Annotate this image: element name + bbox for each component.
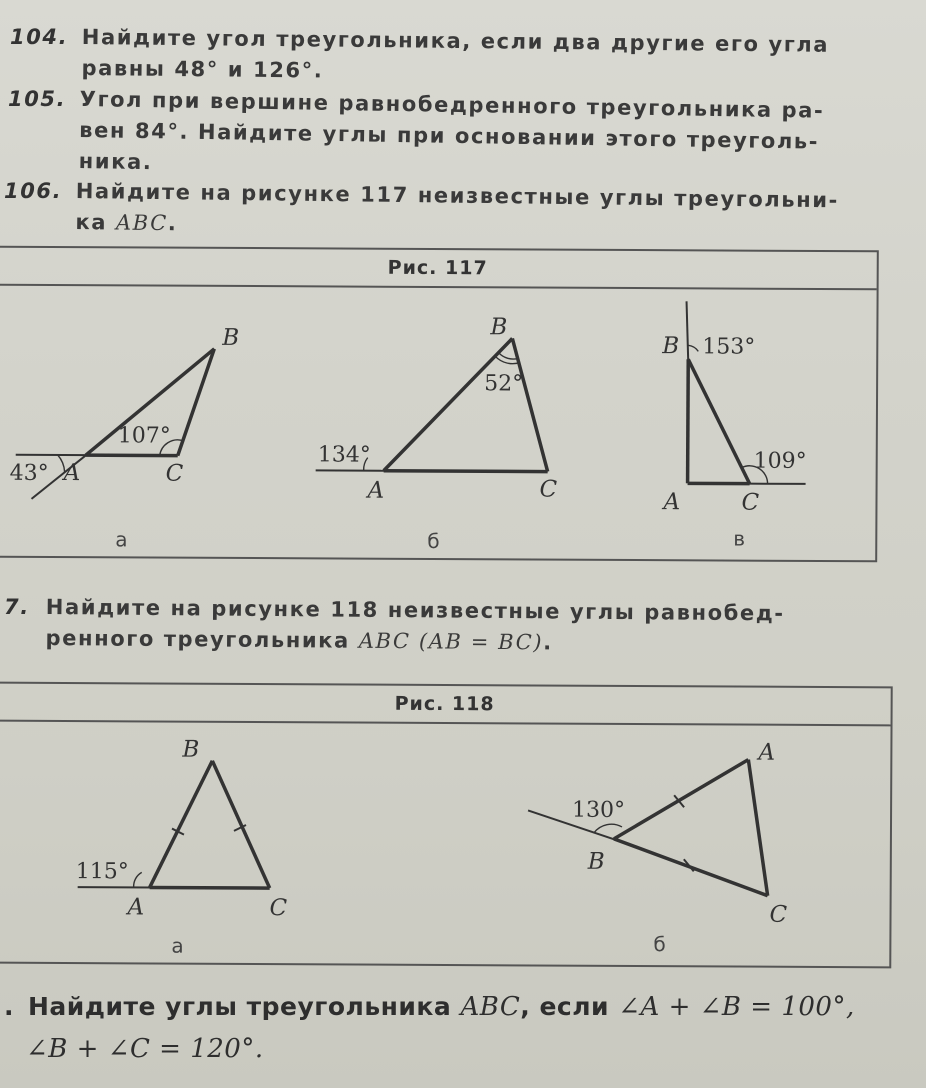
problem-108-line1: . Найдите углы треугольника ABC, если ∠A + ∠B = 100°, [4,992,855,1022]
problem-105 [8,84,825,177]
angle-expression: ∠A + ∠B = 100°, [618,992,855,1022]
subfigure-label: б [653,932,666,957]
angle-label: 43° [9,460,49,486]
figure-title: Рис. 117 [0,248,877,291]
problem-text-line: равны 48° и 126°. [81,55,324,83]
problem-number: 7. [4,595,30,619]
problem-108-line2 [26,1034,264,1064]
angle-label: 115° [75,859,129,885]
problem-text-line: ка ABC. [75,209,178,236]
problem-text-line: ника. [78,148,153,175]
angle-arc [594,824,622,833]
vertex-label-B: B [587,848,605,875]
angle-label: 52° [484,371,524,397]
vertex-label-C: C [769,901,788,928]
vertex-label-C: C [269,895,288,922]
vertex-label-B: B [182,736,200,763]
vertex-label-A: A [127,894,145,921]
subfigure-label: а [171,933,184,958]
angle-arc [134,872,142,887]
angle-arc [688,345,698,351]
problem-text-line: Угол при вершине равнобедренного треугольника ра- [79,86,825,123]
angle-label: 130° [572,797,626,823]
angle-label: 134° [317,442,371,468]
figure-117-drawing [0,284,881,565]
vertex-label-B: B [490,314,508,341]
triangle-name: ABC [460,992,521,1022]
triangle-118b [528,758,769,895]
vertex-label-C: C [165,460,184,487]
problem-text-line: Найдите угол треугольника, если два другие его угла [81,24,830,57]
problem-number: 106. [4,179,63,203]
vertex-label-A: A [663,489,681,516]
vertex-label-A: A [63,460,81,487]
problem-number: 104. [10,25,69,49]
figure-117 [0,246,879,563]
vertex-label-C: C [539,476,558,503]
vertex-label-B: B [222,324,240,351]
problem-text-line: вен 84°. Найдите углы при основании этого треуголь- [79,117,820,154]
triangle-name: ABC (AB = BC) [358,628,544,655]
angle-label: 109° [753,448,807,474]
problem-107 [4,592,785,654]
problem-text-line: ренного треугольника ABC (AB = BC). [45,625,553,655]
vertex-label-C: C [741,489,760,516]
figure-title: Рис. 118 [0,684,891,727]
angle-label: 107° [117,423,171,449]
problem-text-line: Найдите на рисунке 117 неизвестные углы треугольни- [75,178,840,213]
vertex-label-B: B [662,333,680,360]
problem-104 [10,22,829,84]
problem-106 [4,176,839,238]
subfigure-label: а [115,527,128,552]
vertex-label-A: A [367,477,385,504]
problem-text-line: Найдите на рисунке 118 неизвестные углы равнобед- [45,594,785,626]
subfigure-label: б [427,528,440,554]
vertex-label-A: A [758,739,776,766]
figure-118 [0,682,893,969]
subfigure-label: в [733,526,746,551]
angle-expression: ∠B + ∠C = 120°. [26,1034,264,1064]
angle-label: 153° [702,334,756,360]
problem-number: 105. [8,87,67,111]
bullet: . [4,992,14,1021]
figure-118-drawing [0,720,895,971]
triangle-name: ABC [115,210,168,236]
